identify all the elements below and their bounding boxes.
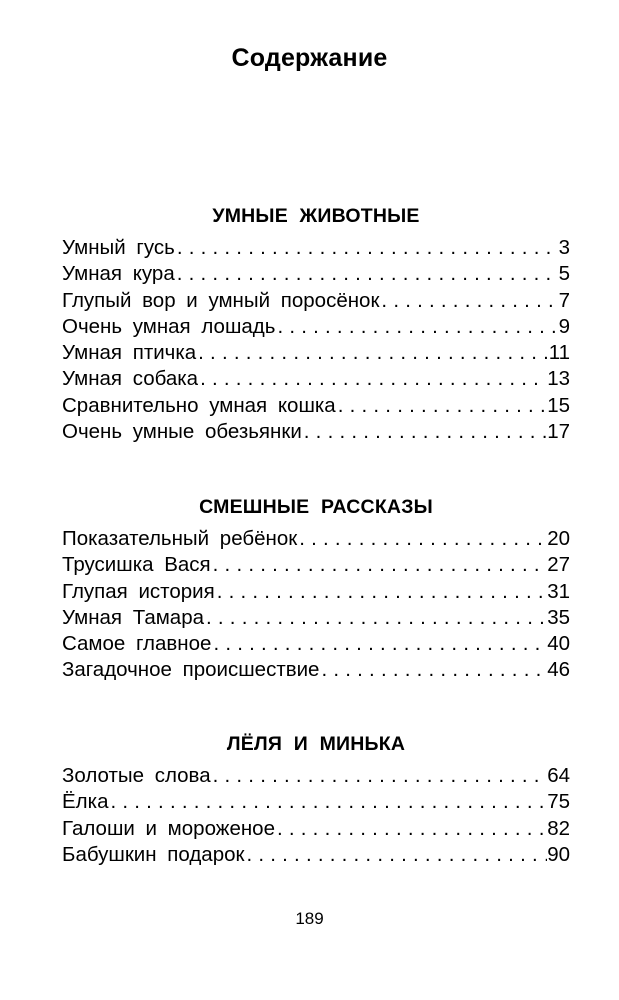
dot-leader [246,842,547,868]
entry-title: Умный гусь [62,236,175,259]
toc-list [62,763,570,868]
dot-leader [198,340,549,366]
dot-leader [321,657,547,683]
entry-page-number: 17 [547,420,570,444]
dot-leader [110,789,547,815]
toc-entry[interactable] [62,605,570,631]
toc-entry[interactable] [62,816,570,842]
toc-entry[interactable] [62,526,570,552]
entry-title: Глупый вор и умный поросёнок [62,288,380,312]
toc-entry[interactable] [62,340,570,366]
entry-page-number: 9 [558,314,570,338]
entry-title: Умная собака [62,367,199,391]
entry-page-number: 20 [547,527,570,550]
entry-title: Загадочное происшествие [62,658,320,682]
dot-leader [277,314,558,340]
toc-entry[interactable] [62,552,570,578]
entry-page-number: 35 [547,605,570,629]
entry-title: Умная кура [62,262,175,286]
entry-title: Показательный ребёнок [62,527,298,550]
entry-title: Самое главное [62,632,212,656]
dot-leader [177,261,559,287]
dot-leader [200,366,547,392]
dot-leader [217,579,548,605]
entry-page-number: 11 [548,341,570,365]
toc-entry[interactable] [62,393,570,419]
toc-entry[interactable] [62,235,570,261]
toc-entry[interactable] [62,763,570,789]
dot-leader [299,526,547,552]
toc-entry[interactable] [62,366,570,392]
entry-page-number: 31 [547,579,570,603]
dot-leader [177,235,559,261]
entry-page-number: 5 [558,262,570,286]
toc-entry[interactable] [62,789,570,815]
toc-list [62,526,570,684]
entry-title: Умная птичка [62,341,197,365]
toc-list [62,235,570,445]
toc-entry[interactable] [62,288,570,314]
entry-page-number: 75 [547,790,570,814]
dot-leader [213,631,547,657]
entry-page-number: 7 [558,288,570,312]
entry-title: Ёлка [62,790,109,814]
toc-entry[interactable] [62,842,570,868]
toc-entry[interactable] [62,631,570,657]
entry-title: Золотые слова [62,764,211,787]
toc-section-smart-animals [62,203,570,445]
entry-title: Очень умные обезьянки [62,420,302,444]
section-heading: ЛЁЛЯ И МИНЬКА [226,733,406,755]
toc-section-lelya-and-minka [62,731,570,868]
dot-leader [213,763,548,789]
entry-title: Глупая история [62,579,215,603]
toc-entry[interactable] [62,261,570,287]
dot-leader [304,419,547,445]
entry-page-number: 82 [547,816,570,840]
section-heading: УМНЫЕ ЖИВОТНЫЕ [212,205,420,227]
entry-page-number: 3 [558,236,570,259]
entry-title: Сравнительно умная кошка [62,393,336,417]
toc-entry[interactable] [62,579,570,605]
entry-page-number: 64 [547,764,570,787]
entry-title: Очень умная лошадь [62,314,276,338]
dot-leader [338,393,547,419]
entry-page-number: 27 [547,553,570,577]
entry-page-number: 15 [547,393,570,417]
toc-section-funny-stories [62,494,570,684]
entry-page-number: 40 [547,632,570,656]
dot-leader [277,816,547,842]
entry-page-number: 46 [547,658,570,682]
section-heading: СМЕШНЫЕ РАССКАЗЫ [199,496,433,518]
page-title: Содержание [231,43,388,72]
entry-title: Бабушкин подарок [62,842,245,866]
dot-leader [381,288,558,314]
dot-leader [206,605,547,631]
entry-title: Умная Тамара [62,605,205,629]
toc-entry[interactable] [62,314,570,340]
dot-leader [213,552,548,578]
entry-page-number: 90 [547,842,570,866]
entry-title: Трусишка Вася [62,553,211,577]
page-number: 189 [295,909,324,928]
toc-entry[interactable] [62,419,570,445]
entry-title: Галоши и мороженое [62,816,275,840]
entry-page-number: 13 [547,367,570,391]
toc-entry[interactable] [62,657,570,683]
